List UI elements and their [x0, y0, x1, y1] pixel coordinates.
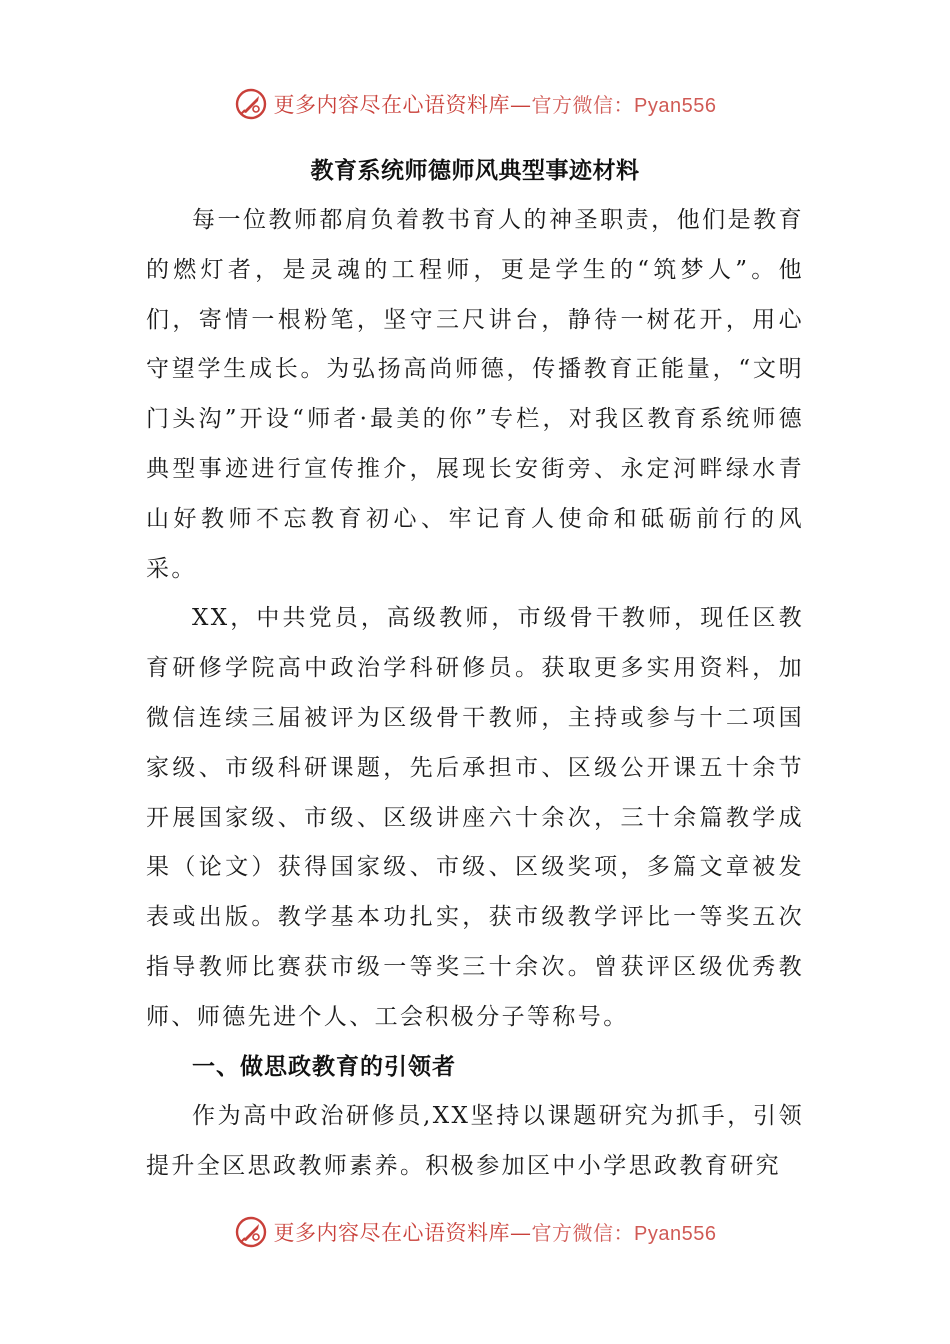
section-paragraph: 作为高中政治研修员,XX坚持以课题研究为抓手，引领提升全区思政教师素养。积极参加区中小学思政教育研究: [146, 1103, 804, 1180]
watermark-main-text: 更多内容尽在心语资料库—: [273, 93, 532, 117]
watermark-wechat-text: 官方微信：Pyan556: [531, 95, 717, 117]
document-title: 教育系统师德师风典型事迹材料: [310, 158, 640, 184]
document-body: [146, 196, 804, 1192]
intro-paragraph: 每一位教师都肩负着教书育人的神圣职责，他们是教育的燃灯者，是灵魂的工程师，更是学生的“筑梦人”。他们，寄情一根粉笔，坚守三尺讲台，静待一树花开，用心守望学生成长。为弘扬高尚师德，传播教育正能量，“文明门头沟”开设“师者·最美的你”专栏，对我区教育系统师德典型事迹进行宣传推介，展现长安街旁、永定河畔绿水青山好教师不忘教育初心、牢记育人使命和砥砺前行的风采。: [146, 207, 804, 582]
watermark-text: [274, 89, 717, 119]
watermark-text: [274, 1217, 717, 1247]
profile-paragraph: XX，中共党员，高级教师，市级骨干教师，现任区教育研修学院高中政治学科研修员。获取更多实用资料，加微信连续三届被评为区级骨干教师，主持或参与十二项国家级、市级科研课题，先后承担市、区级公开课五十余节开展国家级、市级、区级讲座六十余次，三十余篇教学成果（论文）获得国家级、市级、区级奖项，多篇文章被发表或出版。教学基本功扎实，获市级教学评比一等奖五次指导教师比赛获市级一等奖三十余次。曾获评区级优秀教师、师德先进个人、工会积极分子等称号。: [146, 605, 804, 1030]
pen-logo-icon: [234, 1215, 268, 1249]
watermark-banner-top: [0, 84, 950, 124]
watermark-main-text: 更多内容尽在心语资料库—: [273, 1221, 532, 1245]
watermark-wechat-text: 官方微信：Pyan556: [531, 1223, 717, 1245]
section-heading: 一、做思政教育的引领者: [192, 1053, 456, 1080]
pen-logo-icon: [234, 87, 268, 121]
watermark-banner-bottom: [0, 1212, 950, 1252]
